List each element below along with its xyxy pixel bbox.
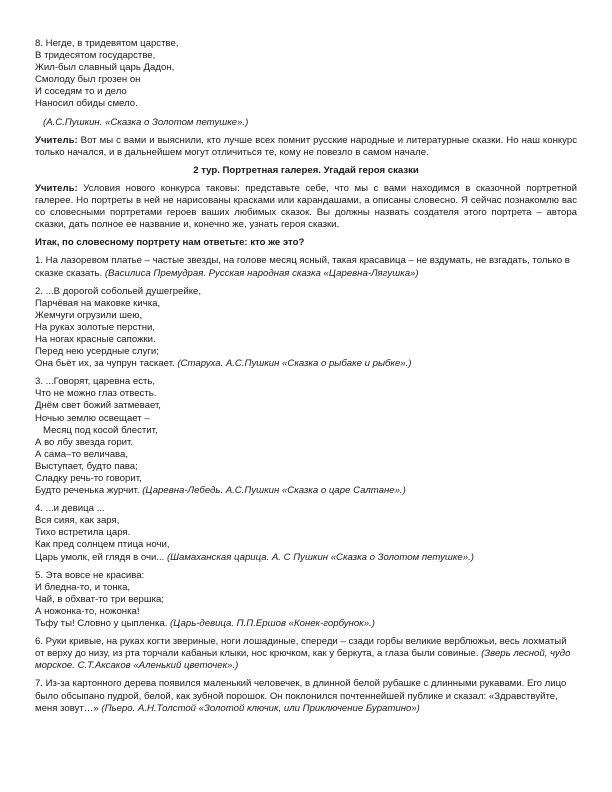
verse-line: Жемчуги огрузили шею, — [35, 309, 143, 321]
verse-line: Она бьёт их, за чупрун таскает. — [35, 358, 178, 370]
verse-line: Месяц под косой блестит, — [43, 424, 158, 436]
verse-line: И бледна-то, и тонка, — [35, 581, 131, 593]
portrait-item-3 — [35, 376, 577, 497]
verse-source: (А.С.Пушкин. «Сказка о Золотом петушке».) — [43, 116, 249, 128]
verse-line: На руках золотые перстни, — [35, 321, 156, 333]
portrait-answer: (Василиса Премудрая. Русская народная сказка «Царевна-Лягушка») — [104, 267, 419, 279]
verse-line: Сладку речь-то говорит, — [35, 473, 142, 484]
question-heading: Итак, по словесному портрету нам ответьте: кто же это? — [35, 237, 305, 249]
verse-line: Парчёвая на маковке кичка, — [35, 297, 161, 309]
verse-line: 5. Эта вовсе не красива: — [35, 569, 145, 581]
portrait-answer: (Царевна-Лебедь. А.С.Пушкин «Сказка о царе Салтане».) — [142, 485, 406, 497]
portrait-text: 7. Из-за картонного дерева появился маленький человечек, в длинной белой рубашке с длинными рукавами. Его лицо было обсыпано пудрой, белой, как зубной порошок. Он поклонился почтеннейшей публике и сказал: «Здравствуйте, меня зовут…» — [35, 678, 567, 714]
portrait-answer: (Пьеро. А.Н.Толстой «Золотой ключик, или Приключение Буратино») — [101, 702, 420, 714]
verse-line: Жил-был славный царь Дадон, — [35, 62, 175, 74]
teacher-paragraph-2 — [35, 183, 577, 231]
portrait-text: 1. На лазоревом платье – частые звезды, на голове месяц ясный, такая красавица – не вздумать, не взгадать, только в сказке сказать. — [35, 255, 570, 279]
verse-line: На ногах красные сапожки. — [35, 333, 156, 345]
teacher-label: Учитель: — [35, 182, 78, 194]
verse-line: Вся сияя, как заря, — [35, 515, 120, 527]
portrait-item-4 — [35, 503, 577, 563]
verse-line: Днём свет божий затмевает, — [35, 400, 161, 412]
verse-line: И соседям то и дело — [35, 86, 127, 98]
verse-line: Будто реченька журчит. — [35, 485, 143, 497]
portrait-item-1 — [35, 255, 577, 279]
verse-line: 2. ...В дорогой собольей душегрейке, — [35, 285, 202, 297]
verse-line: В тридесятом государстве, — [35, 50, 156, 62]
verse-line: Тихо встретила царя. — [35, 527, 131, 539]
teacher-text: Условия нового конкурса таковы: представьте себе, что мы с вами находимся в сказочной портретной галерее. Но портреты в ней не нарисованы красками или карандашами, а описаны словесно. Я сейчас познакомлю вас со словесными портретами героев ваших любимых сказок. Вы должны назвать создателя этого портрета – автора сказки, дать полное ее название и, конечно же, узнать героя сказки. — [35, 182, 577, 231]
verse-line: 3. ...Говорят, царевна есть, — [35, 376, 156, 388]
verse-line: А сама–то величава, — [35, 448, 129, 460]
verse-line: А ножонка-то, ножонка! — [35, 605, 140, 617]
portrait-answer: (Шамаханская царица. А. С Пушкин «Сказка о Золотом петушке».) — [166, 551, 474, 563]
verse-line: А во лбу звезда горит. — [35, 436, 134, 448]
verse-line: Наносил обиды смело. — [35, 98, 138, 110]
verse-line: Что не можно глаз отвесть. — [35, 388, 157, 400]
verse-line: Смолоду был грозен он — [35, 74, 141, 86]
portrait-answer: (Старуха. А.С.Пушкин «Сказка о рыбаке и рыбке».) — [177, 358, 412, 370]
portrait-item-2 — [35, 286, 577, 371]
verse-line: 4. ...и девица ... — [35, 503, 105, 515]
teacher-text: Вот мы с вами и выяснили, кто лучше всех помнит русские народные и литературные сказки. Но наш конкурс только начался, и в дальнейшем могут отличиться те, кому не повезло в самом начале. — [35, 134, 577, 158]
verse-line: Тьфу ты! Словно у цыпленка. — [35, 618, 171, 630]
portrait-answer: (Царь-девица. П.П.Ершов «Конек-горбунок».) — [170, 618, 375, 630]
verse-line: 8. Негде, в тридевятом царстве, — [35, 38, 179, 49]
verse-8 — [35, 38, 577, 129]
verse-line: Ночью землю освещает – — [35, 412, 150, 424]
teacher-paragraph-1 — [35, 135, 577, 159]
round-2-heading: 2 тур. Портретная галерея. Угадай героя сказки — [193, 164, 419, 176]
portrait-item-5 — [35, 570, 577, 630]
verse-line: Выступает, будто пава; — [35, 460, 138, 472]
verse-line: Как пред солнцем птица ночи, — [35, 539, 170, 551]
teacher-label: Учитель: — [35, 134, 78, 146]
verse-line: Перед нею усердные слуги; — [35, 346, 159, 358]
portrait-answer: (Зверь лесной, чудо морское. С.Т.Аксаков «Аленький цветочек».) — [35, 648, 571, 672]
document-content — [35, 38, 577, 715]
verse-line: Царь умолк, ей глядя в очи... — [35, 551, 167, 563]
portrait-item-7 — [35, 678, 577, 714]
portrait-text: 6. Руки кривые, на руках когти звериные, ноги лошадиные, спереди – сзади горбы великие верблюжьи, весь лохматый от верху до низу, из рта торчали кабаньи клыки, нос крючком, как у беркута, а глаза были совиные. — [35, 636, 567, 660]
verse-line: Чай, в обхват-то три вершка; — [35, 593, 164, 605]
portrait-item-6 — [35, 636, 577, 672]
